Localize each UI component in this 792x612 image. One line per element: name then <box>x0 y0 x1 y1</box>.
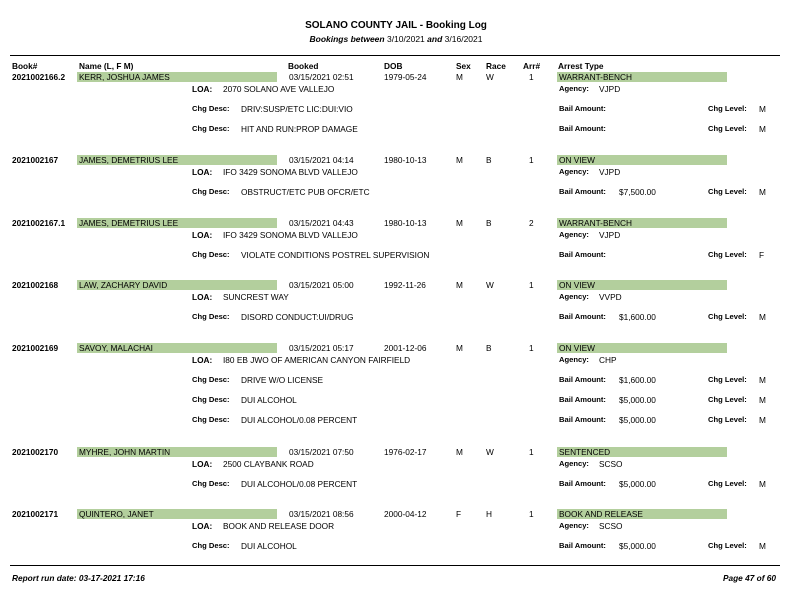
inmate-name: SAVOY, MALACHAI <box>77 343 277 353</box>
agency-value: VVPD <box>599 292 622 302</box>
booked-datetime: 03/15/2021 08:56 <box>289 509 354 519</box>
chg-desc-label: Chg Desc: <box>192 312 230 321</box>
booked-datetime: 03/15/2021 02:51 <box>289 72 354 82</box>
chg-level: M <box>759 124 766 134</box>
loa-label: LOA: <box>192 292 213 302</box>
sex: F <box>456 509 462 519</box>
chg-desc: DRIV:SUSP/ETC LIC:DUI:VIO <box>241 104 353 114</box>
col-arrest-type: Arrest Type <box>558 61 604 71</box>
page-number: Page 47 of 60 <box>722 573 776 583</box>
bail-amount-label: Bail Amount: <box>559 104 606 113</box>
chg-level: M <box>759 104 766 114</box>
bail-amount: $5,000.00 <box>619 541 656 551</box>
chg-level-label: Chg Level: <box>708 395 747 404</box>
booked-datetime: 03/15/2021 05:17 <box>289 343 354 353</box>
agency-label: Agency: <box>559 230 589 239</box>
loa-label: LOA: <box>192 167 213 177</box>
chg-level: M <box>759 375 766 385</box>
agency-value: CHP <box>599 355 617 365</box>
loa-label: LOA: <box>192 230 213 240</box>
dob: 1976-02-17 <box>384 447 427 457</box>
chg-level: M <box>759 395 766 405</box>
chg-level: M <box>759 479 766 489</box>
race: W <box>486 280 494 290</box>
arrest-type: SENTENCED <box>557 447 727 457</box>
bail-amount: $5,000.00 <box>619 479 656 489</box>
agency-value: VJPD <box>599 230 621 240</box>
bail-amount: $1,600.00 <box>619 312 656 322</box>
chg-desc: DUI ALCOHOL <box>241 541 297 551</box>
race: W <box>486 447 494 457</box>
bail-amount-label: Bail Amount: <box>559 415 606 424</box>
loa-value: I80 EB JWO OF AMERICAN CANYON FAIRFIELD <box>223 355 411 365</box>
header-rule <box>10 55 780 56</box>
chg-desc: HIT AND RUN:PROP DAMAGE <box>241 124 358 134</box>
book-number: 2021002171 <box>12 509 59 519</box>
bail-amount-label: Bail Amount: <box>559 479 606 488</box>
chg-level-label: Chg Level: <box>708 104 747 113</box>
agency-value: VJPD <box>599 84 621 94</box>
chg-level-label: Chg Level: <box>708 415 747 424</box>
inmate-name: JAMES, DEMETRIUS LEE <box>77 155 277 165</box>
col-race: Race <box>486 61 506 71</box>
book-number: 2021002168 <box>12 280 59 290</box>
chg-desc-label: Chg Desc: <box>192 104 230 113</box>
loa-label: LOA: <box>192 521 213 531</box>
sex: M <box>456 343 463 353</box>
bail-amount-label: Bail Amount: <box>559 541 606 550</box>
booked-datetime: 03/15/2021 05:00 <box>289 280 354 290</box>
loa-value: 2070 SOLANO AVE VALLEJO <box>223 84 335 94</box>
agency-label: Agency: <box>559 84 589 93</box>
bail-amount-label: Bail Amount: <box>559 124 606 133</box>
chg-level-label: Chg Level: <box>708 250 747 259</box>
bail-amount: $5,000.00 <box>619 415 656 425</box>
inmate-name: JAMES, DEMETRIUS LEE <box>77 218 277 228</box>
chg-desc: DISORD CONDUCT:UI/DRUG <box>241 312 354 322</box>
col-book: Book# <box>12 61 38 71</box>
bail-amount-label: Bail Amount: <box>559 312 606 321</box>
chg-level-label: Chg Level: <box>708 541 747 550</box>
arrest-number: 1 <box>529 509 534 519</box>
arrest-type: WARRANT-BENCH <box>557 72 727 82</box>
loa-value: BOOK AND RELEASE DOOR <box>223 521 335 531</box>
loa-value: IFO 3429 SONOMA BLVD VALLEJO <box>223 167 358 177</box>
chg-level: M <box>759 541 766 551</box>
chg-level-label: Chg Level: <box>708 187 747 196</box>
chg-desc-label: Chg Desc: <box>192 375 230 384</box>
arrest-number: 1 <box>529 280 534 290</box>
chg-level-label: Chg Level: <box>708 312 747 321</box>
arrest-number: 1 <box>529 72 534 82</box>
chg-desc-label: Chg Desc: <box>192 187 230 196</box>
chg-desc-label: Chg Desc: <box>192 415 230 424</box>
chg-level: M <box>759 312 766 322</box>
booked-datetime: 03/15/2021 07:50 <box>289 447 354 457</box>
arrest-type: ON VIEW <box>557 155 727 165</box>
arrest-type: BOOK AND RELEASE <box>557 509 727 519</box>
book-number: 2021002167.1 <box>12 218 66 228</box>
inmate-name: LAW, ZACHARY DAVID <box>77 280 277 290</box>
col-name: Name (L, F M) <box>79 61 134 71</box>
agency-value: SCSO <box>599 459 623 469</box>
bail-amount: $5,000.00 <box>619 395 656 405</box>
agency-label: Agency: <box>559 459 589 468</box>
arrest-type: ON VIEW <box>557 343 727 353</box>
inmate-name: KERR, JOSHUA JAMES <box>77 72 277 82</box>
chg-level: F <box>759 250 765 260</box>
arrest-number: 1 <box>529 447 534 457</box>
inmate-name: QUINTERO, JANET <box>77 509 277 519</box>
loa-value: 2500 CLAYBANK ROAD <box>223 459 314 469</box>
race: B <box>486 155 492 165</box>
loa-label: LOA: <box>192 84 213 94</box>
start-date: 3/10/2021 <box>386 34 425 44</box>
col-booked: Booked <box>288 61 319 71</box>
agency-label: Agency: <box>559 521 589 530</box>
chg-level-label: Chg Level: <box>708 375 747 384</box>
col-dob: DOB <box>384 61 403 71</box>
bail-amount: $7,500.00 <box>619 187 656 197</box>
arrest-type: ON VIEW <box>557 280 727 290</box>
inmate-name: MYHRE, JOHN MARTIN <box>77 447 277 457</box>
dob: 1992-11-26 <box>384 280 426 290</box>
chg-desc: OBSTRUCT/ETC PUB OFCR/ETC <box>241 187 370 197</box>
report-run-date: Report run date: 03-17-2021 17:16 <box>12 573 145 583</box>
agency-label: Agency: <box>559 292 589 301</box>
chg-level-label: Chg Level: <box>708 124 747 133</box>
sex: M <box>456 72 463 82</box>
arrest-number: 1 <box>529 155 534 165</box>
chg-level-label: Chg Level: <box>708 479 747 488</box>
arrest-type: WARRANT-BENCH <box>557 218 727 228</box>
col-arr: Arr# <box>523 61 541 71</box>
agency-value: VJPD <box>599 167 621 177</box>
chg-desc-label: Chg Desc: <box>192 250 230 259</box>
dob: 1980-10-13 <box>384 218 427 228</box>
bail-amount-label: Bail Amount: <box>559 250 606 259</box>
dob: 1980-10-13 <box>384 155 427 165</box>
chg-desc-label: Chg Desc: <box>192 124 230 133</box>
dob: 2000-04-12 <box>384 509 427 519</box>
report-subtitle <box>0 34 792 44</box>
chg-desc: VIOLATE CONDITIONS POSTREL SUPERVISION <box>241 250 430 260</box>
loa-label: LOA: <box>192 355 213 365</box>
arrest-number: 1 <box>529 343 534 353</box>
footer-rule <box>10 565 780 566</box>
bail-amount-label: Bail Amount: <box>559 395 606 404</box>
race: H <box>486 509 492 519</box>
loa-label: LOA: <box>192 459 213 469</box>
bail-amount-label: Bail Amount: <box>559 187 606 196</box>
chg-level: M <box>759 415 766 425</box>
book-number: 2021002170 <box>12 447 59 457</box>
chg-desc-label: Chg Desc: <box>192 479 230 488</box>
subtitle-and: and <box>427 34 443 44</box>
booked-datetime: 03/15/2021 04:43 <box>289 218 354 228</box>
chg-desc: DUI ALCOHOL/0.08 PERCENT <box>241 479 358 489</box>
book-number: 2021002169 <box>12 343 59 353</box>
chg-level: M <box>759 187 766 197</box>
sex: M <box>456 280 463 290</box>
sex: M <box>456 447 463 457</box>
bail-amount: $1,600.00 <box>619 375 656 385</box>
report-title: SOLANO COUNTY JAIL - Booking Log <box>305 20 487 31</box>
agency-value: SCSO <box>599 521 623 531</box>
chg-desc: DUI ALCOHOL/0.08 PERCENT <box>241 415 358 425</box>
book-number: 2021002167 <box>12 155 59 165</box>
sex: M <box>456 155 463 165</box>
chg-desc: DRIVE W/O LICENSE <box>241 375 324 385</box>
agency-label: Agency: <box>559 167 589 176</box>
dob: 1979-05-24 <box>384 72 427 82</box>
loa-value: IFO 3429 SONOMA BLVD VALLEJO <box>223 230 358 240</box>
bail-amount-label: Bail Amount: <box>559 375 606 384</box>
booked-datetime: 03/15/2021 04:14 <box>289 155 354 165</box>
loa-value: SUNCREST WAY <box>223 292 289 302</box>
agency-label: Agency: <box>559 355 589 364</box>
chg-desc: DUI ALCOHOL <box>241 395 297 405</box>
subtitle-prefix: Bookings between <box>309 34 385 44</box>
sex: M <box>456 218 463 228</box>
race: B <box>486 343 492 353</box>
chg-desc-label: Chg Desc: <box>192 395 230 404</box>
race: B <box>486 218 492 228</box>
book-number: 2021002166.2 <box>12 72 66 82</box>
col-sex: Sex <box>456 61 471 71</box>
race: W <box>486 72 494 82</box>
arrest-number: 2 <box>529 218 534 228</box>
end-date: 3/16/2021 <box>444 34 483 44</box>
chg-desc-label: Chg Desc: <box>192 541 230 550</box>
dob: 2001-12-06 <box>384 343 427 353</box>
